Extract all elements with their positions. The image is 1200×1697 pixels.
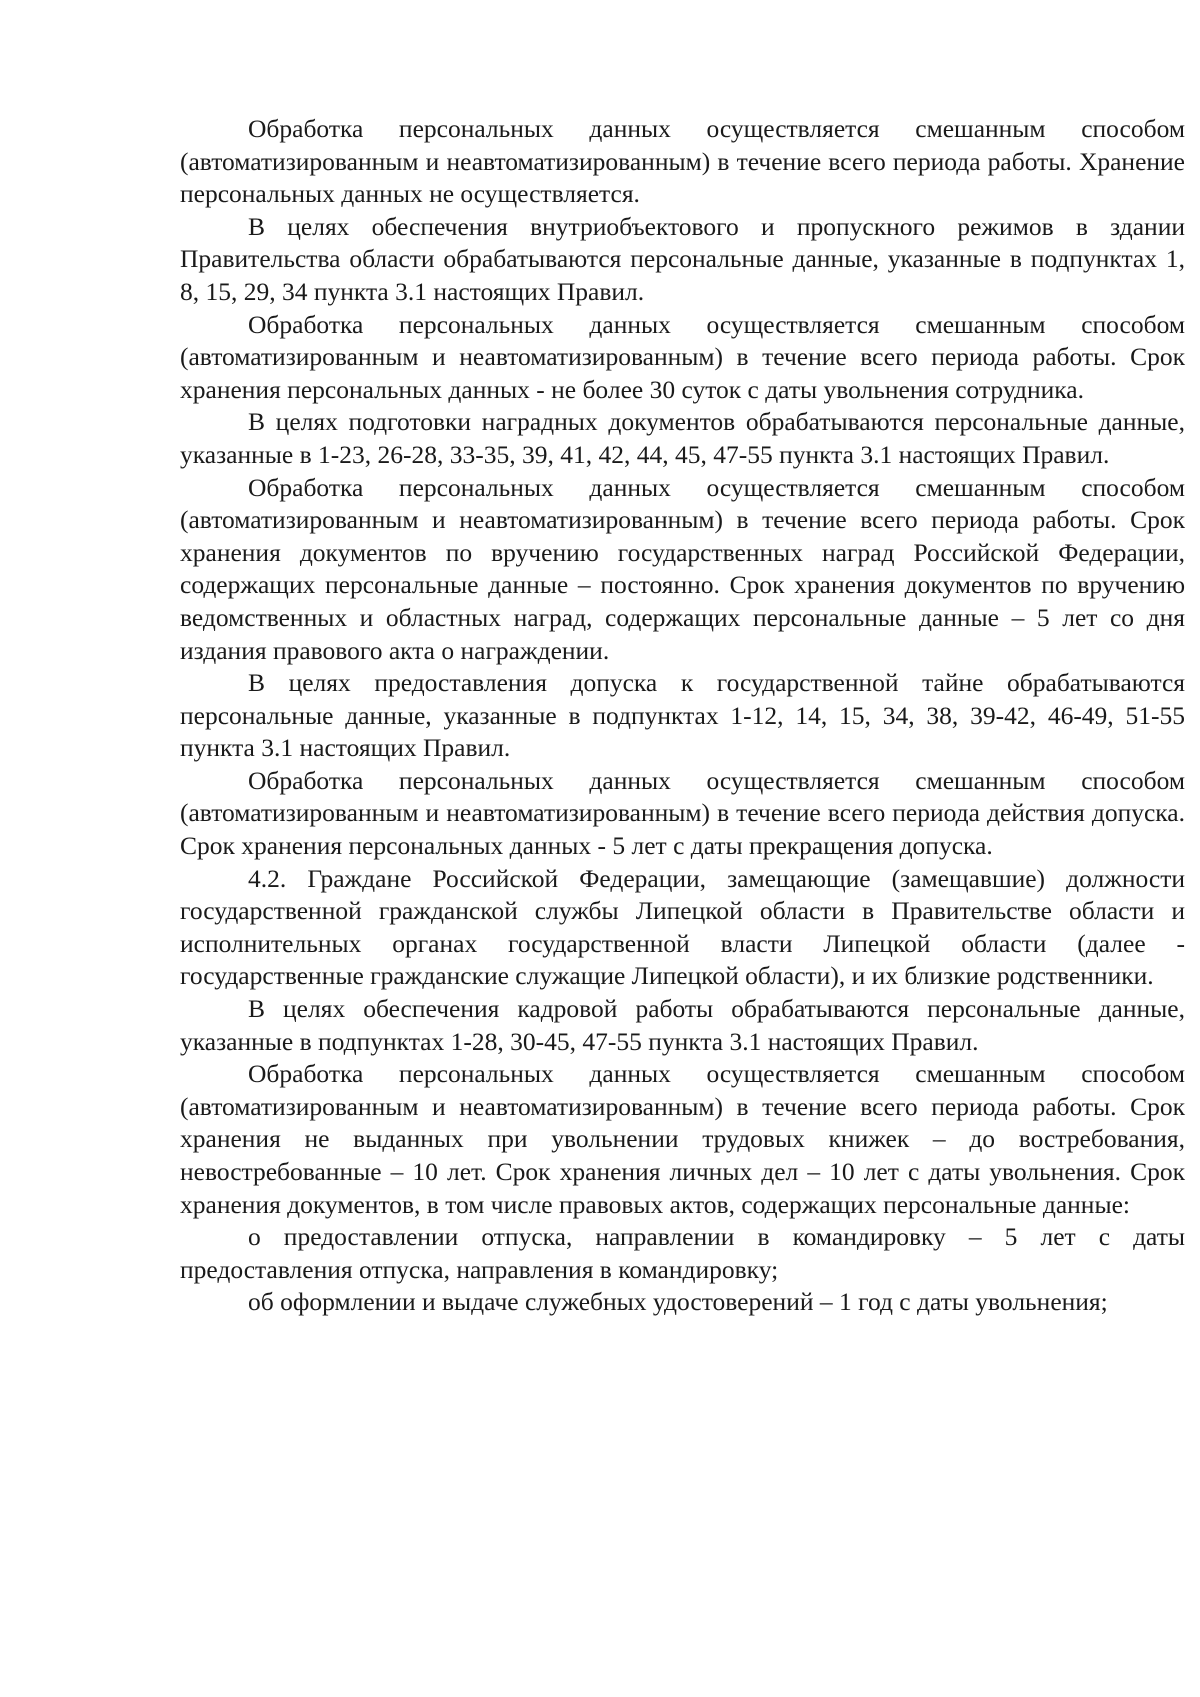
- paragraph: В целях подготовки наградных документов обрабатываются персональные данные, указанные в 1-23, 26-28, 33-35, 39, 41, 42, 44, 45, 47-55 пункта 3.1 настоящих Правил.: [180, 407, 1185, 469]
- paragraph: Обработка персональных данных осуществляется смешанным способом (автоматизированным и неавтоматизированным) в течение всего периода работы. Срок хранения персональных данных - не более 30 суток с даты увольнения сотрудника.: [180, 309, 1185, 404]
- paragraph: Обработка персональных данных осуществляется смешанным способом (автоматизированным и неавтоматизированным) в течение всего периода работы. Срок хранения документов по вручению государственных наград Российской Федерации, содержащих персональные данные – постоянно. Срок хранения документов по вручению ведомственных и областных наград, содержащих персональные данные – 5 лет со дня издания правового акта о награждении.: [180, 472, 1185, 665]
- paragraph: Обработка персональных данных осуществляется смешанным способом (автоматизированным и неавтоматизированным) в течение всего периода работы. Срок хранения не выданных при увольнении трудовых книжек – до востребования, невостребованные – 10 лет. Срок хранения личных дел – 10 лет с даты увольнения. Срок хранения документов, в том числе правовых актов, содержащих персональные данные:: [180, 1059, 1185, 1219]
- paragraph: В целях обеспечения кадровой работы обрабатываются персональные данные, указанные в подпунктах 1-28, 30-45, 47-55 пункта 3.1 настоящих Правил.: [180, 994, 1185, 1056]
- paragraph: В целях обеспечения внутриобъектового и пропускного режимов в здании Правительства области обрабатываются персональные данные, указанные в подпунктах 1, 8, 15, 29, 34 пункта 3.1 настоящих Правил.: [180, 211, 1185, 306]
- paragraph: Обработка персональных данных осуществляется смешанным способом (автоматизированным и неавтоматизированным) в течение всего периода действия допуска. Срок хранения персональных данных - 5 лет с даты прекращения допуска.: [180, 765, 1185, 861]
- list-item: о предоставлении отпуска, направлении в командировку – 5 лет с даты предоставления отпуска, направления в командировку;: [180, 1222, 1185, 1284]
- paragraph: Обработка персональных данных осуществляется смешанным способом (автоматизированным и неавтоматизированным) в течение всего периода работы. Хранение персональных данных не осуществляется.: [180, 114, 1185, 209]
- paragraph: В целях предоставления допуска к государственной тайне обрабатываются персональные данные, указанные в подпунктах 1-12, 14, 15, 34, 38, 39-42, 46-49, 51-55 пункта 3.1 настоящих Правил.: [180, 668, 1185, 763]
- document-body: [180, 113, 1185, 1319]
- section-paragraph-4-2: 4.2. Граждане Российской Федерации, замещающие (замещавшие) должности государственной гражданской службы Липецкой области в Правительстве области и исполнительных органах государственной власти Липецкой области (далее - государственные гражданские служащие Липецкой области), и их близкие родственники.: [180, 863, 1185, 991]
- list-item: об оформлении и выдаче служебных удостоверений – 1 год с даты увольнения;: [248, 1287, 1108, 1317]
